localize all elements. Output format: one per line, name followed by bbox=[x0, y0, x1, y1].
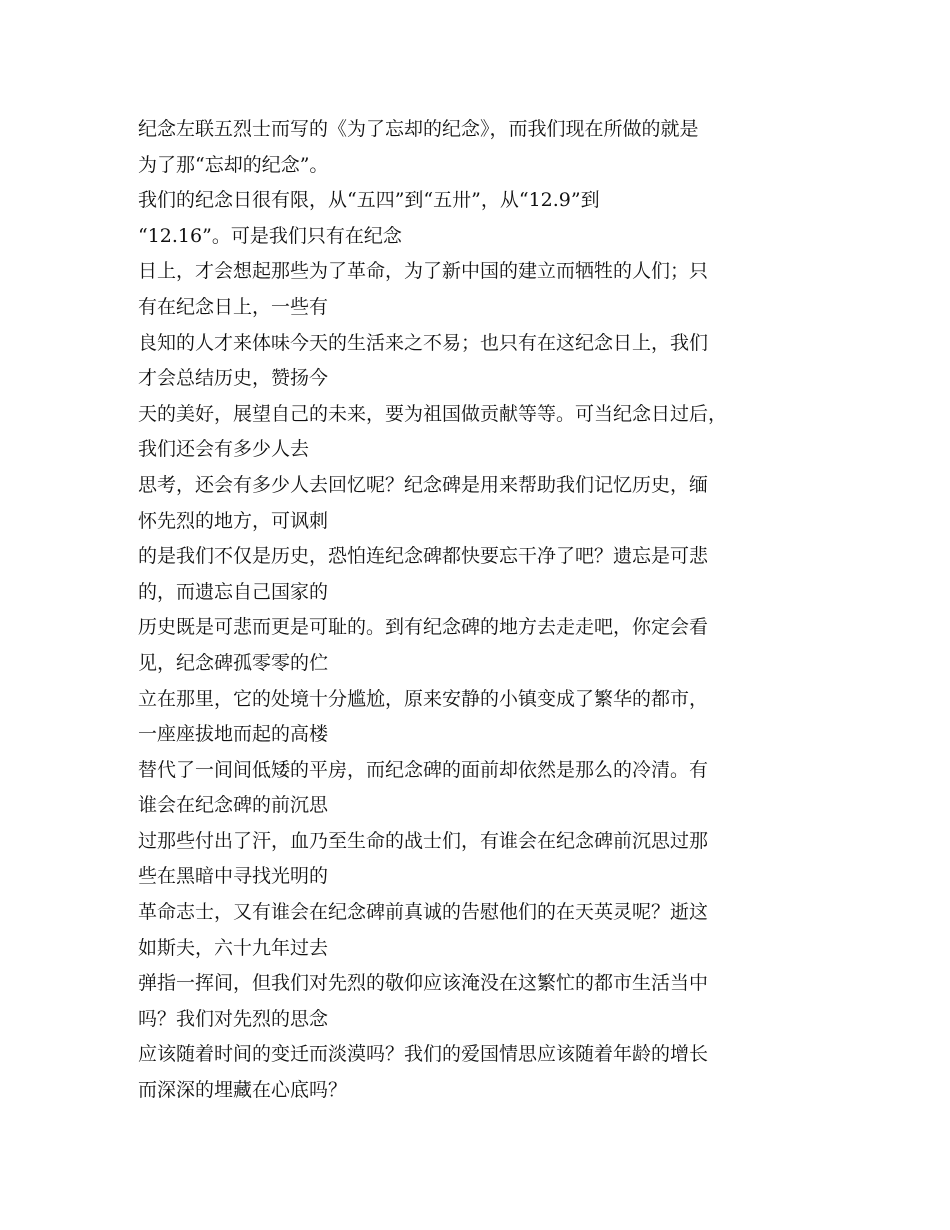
text-line: 一座座拔地而起的高楼 bbox=[138, 723, 329, 746]
text-line: 有在纪念日上，一些有 bbox=[138, 295, 329, 318]
text-line: 日上，才会想起那些为了革命，为了新中国的建立而牺牲的人们；只 bbox=[138, 260, 709, 283]
text-line: 谁会在纪念碑的前沉思 bbox=[138, 794, 329, 817]
text-line: 历史既是可悲而更是可耻的。到有纪念碑的地方去走走吧，你定会看 bbox=[138, 616, 709, 639]
text-line: 的是我们不仅是历史，恐怕连纪念碑都快要忘干净了吧？遗忘是可悲 bbox=[138, 545, 709, 568]
text-line: 我们还会有多少人去 bbox=[138, 438, 310, 461]
text-line: 的，而遗忘自己国家的 bbox=[138, 580, 329, 603]
text-line: 弹指一挥间，但我们对先烈的敬仰应该淹没在这繁忙的都市生活当中 bbox=[138, 972, 709, 995]
text-line: 立在那里，它的处境十分尴尬，原来安静的小镇变成了繁华的都市， bbox=[138, 687, 709, 710]
text-line: 怀先烈的地方，可讽刺 bbox=[138, 509, 329, 532]
text-line: “12.16”。可是我们只有在纪念 bbox=[138, 224, 402, 247]
text-line: 应该随着时间的变迁而淡漠吗？我们的爱国情思应该随着年龄的增长 bbox=[138, 1043, 709, 1066]
text-line: 为了那“忘却的纪念”。 bbox=[138, 153, 329, 176]
text-line: 天的美好，展望自己的未来，要为祖国做贡献等等。可当纪念日过后， bbox=[138, 402, 728, 425]
text-line: 良知的人才来体味今天的生活来之不易；也只有在这纪念日上，我们 bbox=[138, 331, 709, 354]
text-line: 纪念左联五烈士而写的《为了忘却的纪念》，而我们现在所做的就是 bbox=[138, 118, 699, 140]
text-line: 过那些付出了汗，血乃至生命的战士们，有谁会在纪念碑前沉思过那 bbox=[138, 829, 709, 852]
text-line: 思考，还会有多少人去回忆呢？纪念碑是用来帮助我们记忆历史，缅 bbox=[138, 473, 709, 496]
text-line: 如斯夫，六十九年过去 bbox=[138, 936, 329, 959]
text-line: 替代了一间间低矮的平房，而纪念碑的面前却依然是那么的冷清。有 bbox=[138, 758, 709, 781]
text-line: 些在黑暗中寻找光明的 bbox=[138, 865, 329, 888]
body-text bbox=[138, 112, 828, 1109]
text-line: 革命志士，又有谁会在纪念碑前真诚的告慰他们的在天英灵呢？逝这 bbox=[138, 901, 709, 924]
text-line: 见，纪念碑孤零零的伫 bbox=[138, 651, 329, 674]
text-line: 而深深的埋藏在心底吗？ bbox=[138, 1079, 348, 1102]
text-line: 吗？我们对先烈的思念 bbox=[138, 1007, 329, 1030]
text-line: 我们的纪念日很有限，从“五四”到“五卅”，从“12.9”到 bbox=[138, 189, 600, 212]
text-line: 才会总结历史，赞扬今 bbox=[138, 367, 329, 390]
